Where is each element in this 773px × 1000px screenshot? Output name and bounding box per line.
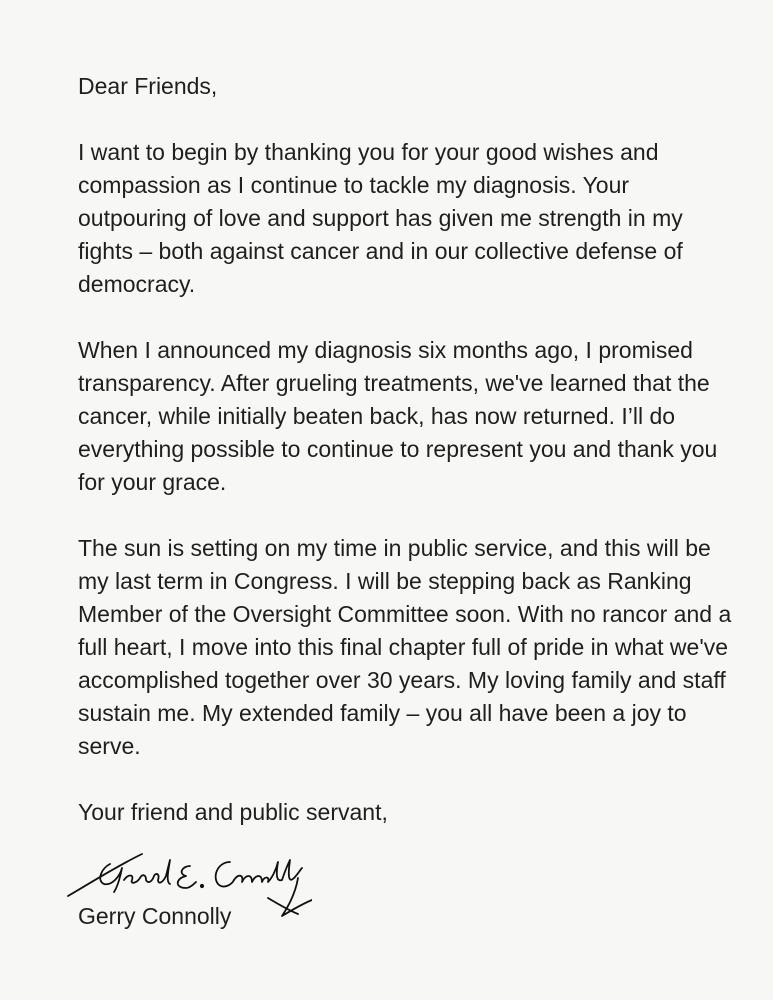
salutation: Dear Friends, [78, 73, 218, 99]
paragraph-retirement: The sun is setting on my time in public service, and this will be my last term in Congress. I will be stepping back as Ranking Member of the Oversight Committee soon. With no rancor and a full heart, I move into this final chapter full of pride in what we've accomplished together over 30 years. My loving family and staff sustain me. My extended family – you all have been a joy to serve. [78, 535, 732, 759]
paragraph-diagnosis: When I announced my diagnosis six months ago, I promised transparency. After grueling treatments, we've learned that the cancer, while initially beaten back, has now returned. I’ll do everything possible to continue to represent you and thank you for your grace. [78, 337, 718, 495]
letter-body [78, 70, 738, 829]
closing: Your friend and public servant, [78, 799, 388, 825]
signatory-name: Gerry Connolly [78, 903, 232, 929]
paragraph-thanks: I want to begin by thanking you for your good wishes and compassion as I continue to tackle my diagnosis. Your outpouring of love and support has given me strength in my fights – both against cancer and in our collective defense of democracy. [78, 139, 683, 297]
